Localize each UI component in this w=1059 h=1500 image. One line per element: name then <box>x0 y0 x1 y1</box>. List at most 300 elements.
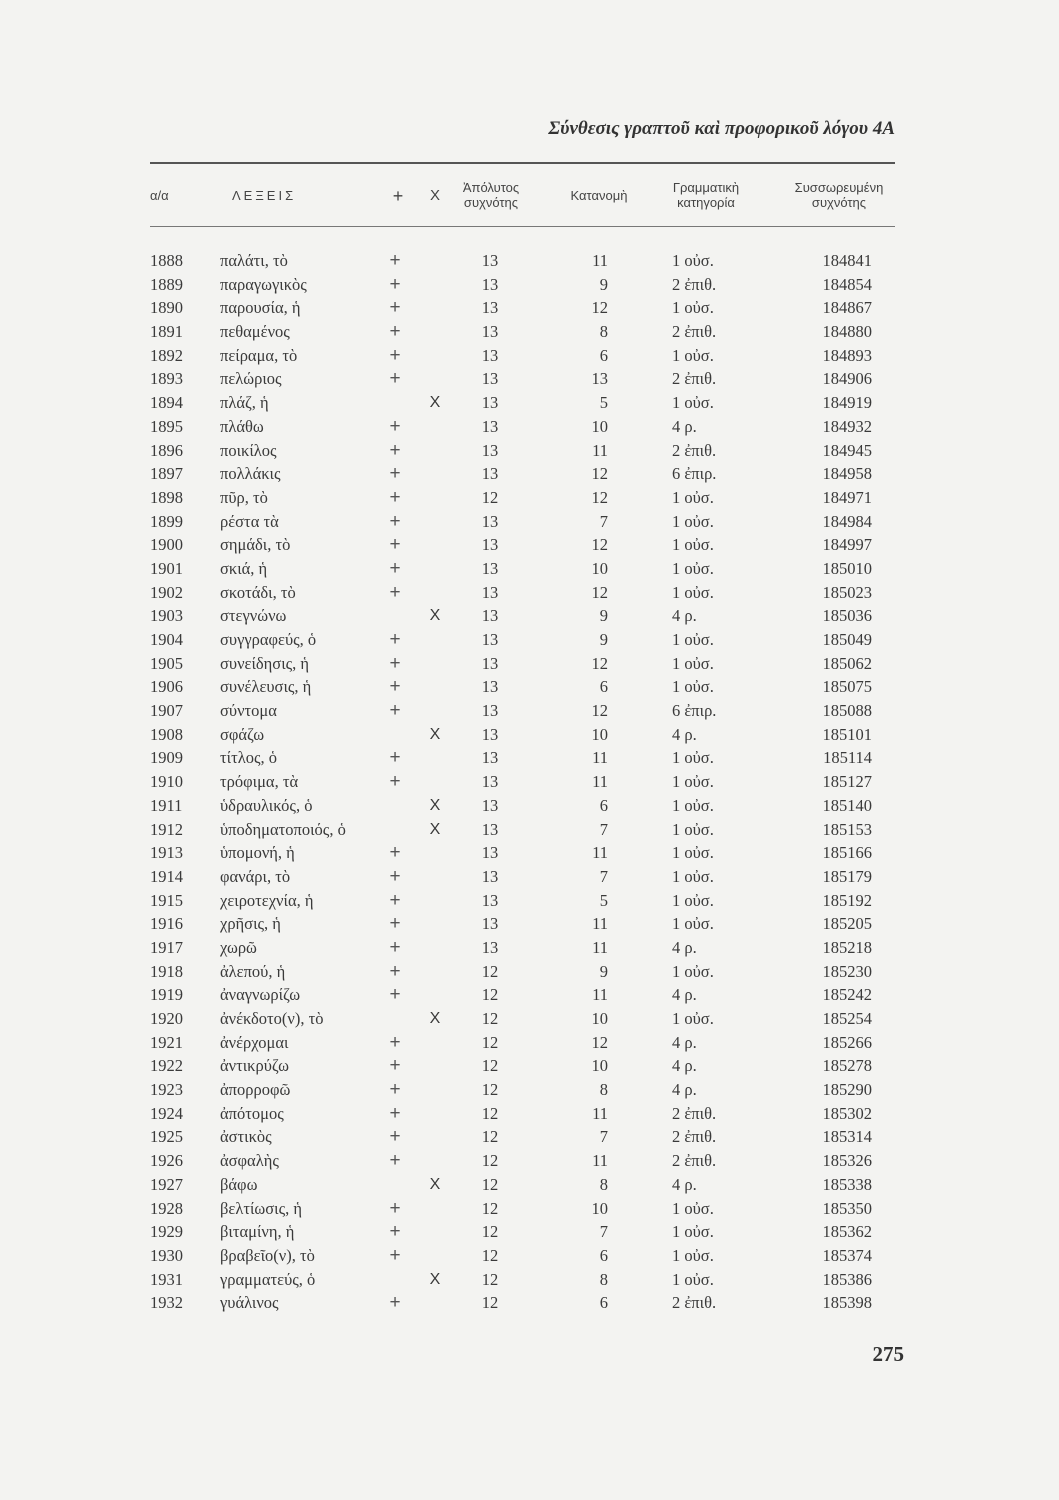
row-number: 1898 <box>150 487 183 507</box>
row-word: συνέλευσις, ἡ <box>220 677 312 697</box>
row-cumulative-frequency: 185290 <box>822 1080 872 1100</box>
row-x-mark: Χ <box>429 725 441 743</box>
row-grammar-category: 1 οὐσ. <box>672 487 714 507</box>
row-distribution: 12 <box>591 298 608 318</box>
row-distribution: 9 <box>599 961 608 981</box>
row-plus-mark: + <box>389 629 401 650</box>
row-number: 1918 <box>150 961 183 981</box>
row-word: τρόφιμα, τὰ <box>220 772 299 792</box>
row-word: ὑδραυλικός, ὁ <box>220 795 313 815</box>
table-row <box>0 1054 1059 1078</box>
row-grammar-category: 1 οὐσ. <box>672 393 714 413</box>
row-grammar-category: 1 οὐσ. <box>672 677 714 697</box>
row-cumulative-frequency: 185179 <box>822 866 872 886</box>
row-number: 1896 <box>150 440 183 460</box>
col-header-cumulative-line1: Συσσωρευμένη <box>794 180 884 196</box>
row-grammar-category: 1 οὐσ. <box>672 630 714 649</box>
table-row <box>0 439 1059 463</box>
col-header-absolute-line1: Ἀπόλυτος <box>462 180 520 196</box>
row-word: πείραμα, τὸ <box>220 345 298 365</box>
table-row <box>0 912 1059 936</box>
row-cumulative-frequency: 185140 <box>822 795 872 815</box>
table-row <box>0 746 1059 770</box>
row-distribution: 10 <box>591 558 608 578</box>
row-absolute-frequency: 12 <box>481 985 499 1005</box>
row-absolute-frequency: 13 <box>481 701 499 721</box>
row-grammar-category: 2 ἐπιθ. <box>672 1293 717 1313</box>
row-plus-mark: + <box>389 865 401 887</box>
row-absolute-frequency: 13 <box>481 251 499 270</box>
row-grammar-category: 1 οὐσ. <box>672 511 714 531</box>
row-cumulative-frequency: 184932 <box>822 416 872 436</box>
row-number: 1917 <box>150 937 183 957</box>
row-grammar-category: 4 ρ. <box>672 985 697 1005</box>
row-cumulative-frequency: 185230 <box>822 961 872 981</box>
row-cumulative-frequency: 184854 <box>822 274 872 294</box>
table-row <box>0 557 1059 581</box>
table-row <box>0 628 1059 652</box>
row-cumulative-frequency: 184997 <box>822 535 872 555</box>
row-cumulative-frequency: 184945 <box>822 440 872 460</box>
row-number: 1894 <box>150 393 183 413</box>
row-number: 1915 <box>150 890 183 910</box>
row-grammar-category: 4 ρ. <box>672 1056 697 1076</box>
row-word: συνείδησις, ἡ <box>220 653 310 673</box>
table-row <box>0 1031 1059 1055</box>
table-row <box>0 889 1059 913</box>
row-cumulative-frequency: 185386 <box>822 1269 872 1289</box>
row-distribution: 11 <box>592 985 608 1005</box>
row-grammar-category: 1 οὐσ. <box>672 558 714 578</box>
row-absolute-frequency: 13 <box>481 535 499 555</box>
table-row <box>0 367 1059 391</box>
row-cumulative-frequency: 185242 <box>822 985 872 1005</box>
row-plus-mark: + <box>389 842 401 864</box>
row-number: 1921 <box>150 1032 183 1052</box>
table-row <box>0 581 1059 605</box>
row-distribution: 7 <box>599 819 608 839</box>
row-word: βελτίωσις, ἡ <box>220 1198 303 1218</box>
row-number: 1907 <box>150 701 183 721</box>
row-number: 1926 <box>150 1151 183 1171</box>
row-cumulative-frequency: 185127 <box>822 772 872 792</box>
row-number: 1897 <box>150 464 183 484</box>
row-grammar-category: 1 οὐσ. <box>672 345 714 365</box>
row-distribution: 12 <box>591 582 608 602</box>
row-number: 1902 <box>150 582 183 602</box>
row-number: 1892 <box>150 345 183 365</box>
row-x-mark: Χ <box>429 1175 441 1193</box>
table-row <box>0 1268 1059 1292</box>
row-cumulative-frequency: 185101 <box>822 724 872 744</box>
row-absolute-frequency: 12 <box>481 1174 499 1194</box>
row-word: πῦρ, τὸ <box>220 487 268 507</box>
row-distribution: 11 <box>592 772 608 792</box>
row-plus-mark: + <box>389 415 401 437</box>
row-absolute-frequency: 13 <box>481 440 499 460</box>
row-distribution: 10 <box>591 1009 608 1028</box>
row-distribution: 8 <box>599 1174 608 1194</box>
row-distribution: 11 <box>592 843 608 863</box>
row-number: 1901 <box>150 558 183 578</box>
row-absolute-frequency: 12 <box>481 1032 499 1052</box>
table-row <box>0 1291 1059 1315</box>
row-plus-mark: + <box>389 676 401 698</box>
row-absolute-frequency: 13 <box>481 345 499 365</box>
row-word: βάφω <box>220 1174 258 1194</box>
row-word: σημάδι, τὸ <box>220 535 291 555</box>
row-plus-mark: + <box>389 771 401 793</box>
row-grammar-category: 6 ἐπιρ. <box>672 701 717 721</box>
row-word: ἀσφαλὴς <box>220 1151 279 1171</box>
table-row <box>0 841 1059 865</box>
row-word: πελώριος <box>220 369 282 389</box>
row-distribution: 7 <box>599 1222 608 1242</box>
table-row <box>0 415 1059 439</box>
row-number: 1927 <box>150 1174 183 1194</box>
table-row <box>0 723 1059 747</box>
row-distribution: 8 <box>599 1269 608 1289</box>
row-number: 1919 <box>150 985 183 1005</box>
row-word: παλάτι, τὸ <box>220 251 288 270</box>
row-distribution: 12 <box>591 653 608 673</box>
row-grammar-category: 1 οὐσ. <box>672 298 714 318</box>
row-absolute-frequency: 13 <box>481 772 499 792</box>
col-header-distribution: Κατανομὴ <box>570 187 628 203</box>
row-plus-mark: + <box>389 581 401 603</box>
row-grammar-category: 1 οὐσ. <box>672 961 714 981</box>
row-cumulative-frequency: 185362 <box>822 1222 872 1242</box>
row-cumulative-frequency: 184971 <box>822 487 872 507</box>
row-distribution: 11 <box>592 914 608 934</box>
row-absolute-frequency: 13 <box>481 464 499 484</box>
row-cumulative-frequency: 184893 <box>822 345 872 365</box>
row-plus-mark: + <box>389 1079 401 1101</box>
row-absolute-frequency: 13 <box>481 630 499 649</box>
table-row <box>0 983 1059 1007</box>
row-number: 1922 <box>150 1056 183 1076</box>
table-row <box>0 770 1059 794</box>
row-absolute-frequency: 13 <box>481 937 499 957</box>
table-row <box>0 865 1059 889</box>
row-absolute-frequency: 13 <box>481 369 499 389</box>
row-distribution: 7 <box>599 1127 608 1147</box>
row-number: 1910 <box>150 772 183 792</box>
table-row <box>0 1244 1059 1268</box>
row-plus-mark: + <box>389 1221 401 1243</box>
row-absolute-frequency: 12 <box>481 1056 499 1076</box>
row-word: ἀπορροφῶ <box>220 1080 291 1100</box>
row-absolute-frequency: 13 <box>481 819 499 839</box>
col-header-absolute-line2: συχνότης <box>463 195 519 210</box>
row-word: πλάθω <box>220 416 264 436</box>
row-grammar-category: 1 οὐσ. <box>672 843 714 863</box>
row-number: 1929 <box>150 1222 183 1242</box>
row-x-mark: Χ <box>429 1270 441 1288</box>
row-number: 1908 <box>150 724 183 744</box>
row-distribution: 11 <box>592 748 608 768</box>
row-plus-mark: + <box>389 344 401 366</box>
row-grammar-category: 1 οὐσ. <box>672 653 714 673</box>
row-number: 1920 <box>150 1009 183 1028</box>
row-word: βραβεῖο(ν), τὸ <box>220 1245 315 1265</box>
row-number: 1905 <box>150 653 183 673</box>
row-cumulative-frequency: 185398 <box>822 1293 872 1313</box>
row-distribution: 9 <box>599 606 608 626</box>
row-cumulative-frequency: 185036 <box>822 606 872 626</box>
row-plus-mark: + <box>389 250 401 271</box>
row-distribution: 8 <box>599 322 608 342</box>
page-number: 275 <box>872 1342 904 1366</box>
row-grammar-category: 1 οὐσ. <box>672 772 714 792</box>
row-cumulative-frequency: 184958 <box>822 464 872 484</box>
row-word: πλάζ, ἡ <box>220 393 269 413</box>
row-plus-mark: + <box>389 297 401 319</box>
row-word: συγγραφεύς, ὁ <box>220 630 317 649</box>
row-grammar-category: 2 ἐπιθ. <box>672 322 717 342</box>
table-row <box>0 391 1059 415</box>
table-row <box>0 675 1059 699</box>
row-absolute-frequency: 13 <box>481 298 499 318</box>
row-number: 1914 <box>150 866 183 886</box>
row-number: 1931 <box>150 1269 183 1289</box>
col-header-x: Χ <box>429 187 440 205</box>
row-cumulative-frequency: 184880 <box>822 322 872 342</box>
row-absolute-frequency: 12 <box>481 1222 499 1242</box>
table-row <box>0 699 1059 723</box>
row-word: παρουσία, ἡ <box>220 298 301 318</box>
row-cumulative-frequency: 185314 <box>822 1127 872 1147</box>
row-x-mark: Χ <box>429 607 441 625</box>
row-plus-mark: + <box>389 368 401 390</box>
row-absolute-frequency: 12 <box>481 1151 499 1171</box>
table-row <box>0 462 1059 486</box>
row-cumulative-frequency: 185010 <box>822 558 872 578</box>
row-cumulative-frequency: 185114 <box>823 748 872 768</box>
row-grammar-category: 1 οὐσ. <box>672 890 714 910</box>
table-row <box>0 818 1059 842</box>
row-plus-mark: + <box>389 960 401 982</box>
row-plus-mark: + <box>389 652 401 674</box>
row-plus-mark: + <box>389 510 401 532</box>
row-plus-mark: + <box>389 1150 401 1172</box>
row-plus-mark: + <box>389 321 401 343</box>
row-word: χωρῶ <box>220 937 257 957</box>
row-absolute-frequency: 12 <box>481 1009 499 1028</box>
table-row <box>0 1173 1059 1197</box>
row-distribution: 13 <box>591 369 608 389</box>
row-cumulative-frequency: 185192 <box>822 890 872 910</box>
row-number: 1906 <box>150 677 183 697</box>
row-word: σύντομα <box>220 701 277 721</box>
header-rule-top <box>150 162 895 164</box>
row-word: ἀλεπού, ἡ <box>220 961 286 981</box>
row-plus-mark: + <box>389 889 401 911</box>
row-number: 1890 <box>150 298 183 318</box>
row-grammar-category: 2 ἐπιθ. <box>672 1127 717 1147</box>
row-distribution: 12 <box>591 535 608 555</box>
table-row <box>0 273 1059 297</box>
row-x-mark: Χ <box>429 820 441 838</box>
row-grammar-category: 4 ρ. <box>672 724 697 744</box>
row-grammar-category: 4 ρ. <box>672 416 697 436</box>
row-plus-mark: + <box>389 1126 401 1148</box>
table-row <box>0 604 1059 628</box>
row-absolute-frequency: 12 <box>481 1293 499 1313</box>
row-distribution: 6 <box>599 1245 608 1265</box>
table-row <box>0 296 1059 320</box>
row-word: παραγωγικὸς <box>220 274 307 294</box>
row-grammar-category: 1 οὐσ. <box>672 795 714 815</box>
row-cumulative-frequency: 185153 <box>822 819 872 839</box>
table-row <box>0 1197 1059 1221</box>
row-plus-mark: + <box>389 1197 401 1219</box>
table-row <box>0 1102 1059 1126</box>
row-plus-mark: + <box>389 534 401 556</box>
table-row <box>0 320 1059 344</box>
row-grammar-category: 1 οὐσ. <box>672 582 714 602</box>
row-distribution: 11 <box>592 937 608 957</box>
row-word: γυάλινος <box>220 1293 279 1313</box>
row-absolute-frequency: 13 <box>481 606 499 626</box>
row-absolute-frequency: 13 <box>481 677 499 697</box>
row-absolute-frequency: 13 <box>481 274 499 294</box>
row-number: 1912 <box>150 819 183 839</box>
row-absolute-frequency: 12 <box>481 961 499 981</box>
row-grammar-category: 2 ἐπιθ. <box>672 1103 717 1123</box>
table-row <box>0 1220 1059 1244</box>
row-grammar-category: 1 οὐσ. <box>672 1198 714 1218</box>
row-word: βιταμίνη, ἡ <box>220 1222 295 1242</box>
row-cumulative-frequency: 184841 <box>822 251 872 270</box>
row-word: φανάρι, τὸ <box>220 866 291 886</box>
row-distribution: 5 <box>599 393 608 413</box>
row-grammar-category: 4 ρ. <box>672 937 697 957</box>
col-header-cumulative <box>782 176 896 216</box>
row-grammar-category: 1 οὐσ. <box>672 1009 714 1028</box>
row-distribution: 10 <box>591 1056 608 1076</box>
row-cumulative-frequency: 185326 <box>822 1151 872 1171</box>
row-cumulative-frequency: 185254 <box>822 1009 872 1028</box>
row-number: 1899 <box>150 511 183 531</box>
row-number: 1924 <box>150 1103 183 1123</box>
row-absolute-frequency: 13 <box>481 558 499 578</box>
row-plus-mark: + <box>389 1102 401 1124</box>
table-row <box>0 794 1059 818</box>
row-absolute-frequency: 13 <box>481 393 499 413</box>
row-word: χειροτεχνία, ἡ <box>220 890 314 910</box>
row-word: πολλάκις <box>220 464 281 484</box>
row-word: ρέστα τὰ <box>220 511 279 531</box>
row-grammar-category: 1 οὐσ. <box>672 535 714 555</box>
row-number: 1893 <box>150 369 183 389</box>
row-number: 1928 <box>150 1198 183 1218</box>
row-word: ἀναγνωρίζω <box>220 985 301 1005</box>
col-header-absolute <box>448 176 534 216</box>
row-number: 1900 <box>150 535 183 555</box>
row-grammar-category: 1 οὐσ. <box>672 1269 714 1289</box>
table-row <box>0 344 1059 368</box>
row-plus-mark: + <box>389 700 401 722</box>
row-cumulative-frequency: 184984 <box>822 511 872 531</box>
row-absolute-frequency: 13 <box>481 843 499 863</box>
row-cumulative-frequency: 185338 <box>822 1174 872 1194</box>
row-plus-mark: + <box>389 557 401 579</box>
row-cumulative-frequency: 184919 <box>822 393 872 413</box>
row-distribution: 5 <box>599 890 608 910</box>
table-row <box>0 1149 1059 1173</box>
row-word: ἀπότομος <box>220 1103 284 1123</box>
row-grammar-category: 1 οὐσ. <box>672 1245 714 1265</box>
row-plus-mark: + <box>389 936 401 958</box>
row-word: σκοτάδι, τὸ <box>220 582 296 602</box>
row-x-mark: Χ <box>429 796 441 814</box>
row-distribution: 11 <box>592 1151 608 1171</box>
row-number: 1913 <box>150 843 183 863</box>
table-row <box>0 1125 1059 1149</box>
table-row <box>0 960 1059 984</box>
row-word: ἀντικρύζω <box>220 1056 289 1076</box>
row-number: 1923 <box>150 1080 183 1100</box>
table-row <box>0 249 1059 273</box>
row-number: 1932 <box>150 1293 183 1313</box>
row-grammar-category: 1 οὐσ. <box>672 914 714 934</box>
row-plus-mark: + <box>389 747 401 769</box>
row-distribution: 6 <box>599 795 608 815</box>
row-number: 1925 <box>150 1127 183 1147</box>
row-absolute-frequency: 13 <box>481 890 499 910</box>
row-cumulative-frequency: 185049 <box>822 630 872 649</box>
row-cumulative-frequency: 185088 <box>822 701 872 721</box>
col-header-cumulative-line2: συχνότης <box>811 195 867 210</box>
row-grammar-category: 2 ἐπιθ. <box>672 274 717 294</box>
col-header-plus: + <box>392 185 404 206</box>
table-row <box>0 533 1059 557</box>
row-x-mark: Χ <box>429 1010 441 1027</box>
row-distribution: 12 <box>591 487 608 507</box>
row-cumulative-frequency: 185023 <box>822 582 872 602</box>
row-number: 1891 <box>150 322 183 342</box>
row-word: χρῆσις, ἡ <box>220 914 281 934</box>
row-grammar-category: 4 ρ. <box>672 1174 697 1194</box>
row-grammar-category: 1 οὐσ. <box>672 748 714 768</box>
row-absolute-frequency: 12 <box>481 1198 499 1218</box>
row-distribution: 10 <box>591 416 608 436</box>
row-word: ὑποδηματοποιός, ὁ <box>220 819 346 839</box>
row-word: ἀνέκδοτο(ν), τὸ <box>220 1009 324 1028</box>
row-number: 1889 <box>150 274 183 294</box>
row-absolute-frequency: 12 <box>481 1127 499 1147</box>
row-number: 1916 <box>150 914 183 934</box>
row-plus-mark: + <box>389 486 401 508</box>
row-grammar-category: 1 οὐσ. <box>672 819 714 839</box>
row-distribution: 9 <box>599 630 608 649</box>
table-row <box>0 486 1059 510</box>
row-cumulative-frequency: 185266 <box>822 1032 872 1052</box>
row-distribution: 7 <box>599 511 608 531</box>
row-distribution: 9 <box>599 274 608 294</box>
row-absolute-frequency: 13 <box>481 582 499 602</box>
row-absolute-frequency: 13 <box>481 795 499 815</box>
row-distribution: 10 <box>591 724 608 744</box>
row-word: ὑπομονή, ἡ <box>220 843 295 863</box>
col-header-grammar <box>656 176 756 216</box>
row-absolute-frequency: 12 <box>481 1103 499 1123</box>
row-distribution: 11 <box>592 1103 608 1123</box>
row-cumulative-frequency: 184906 <box>822 369 872 389</box>
row-absolute-frequency: 13 <box>481 511 499 531</box>
word-table <box>0 249 1059 1315</box>
